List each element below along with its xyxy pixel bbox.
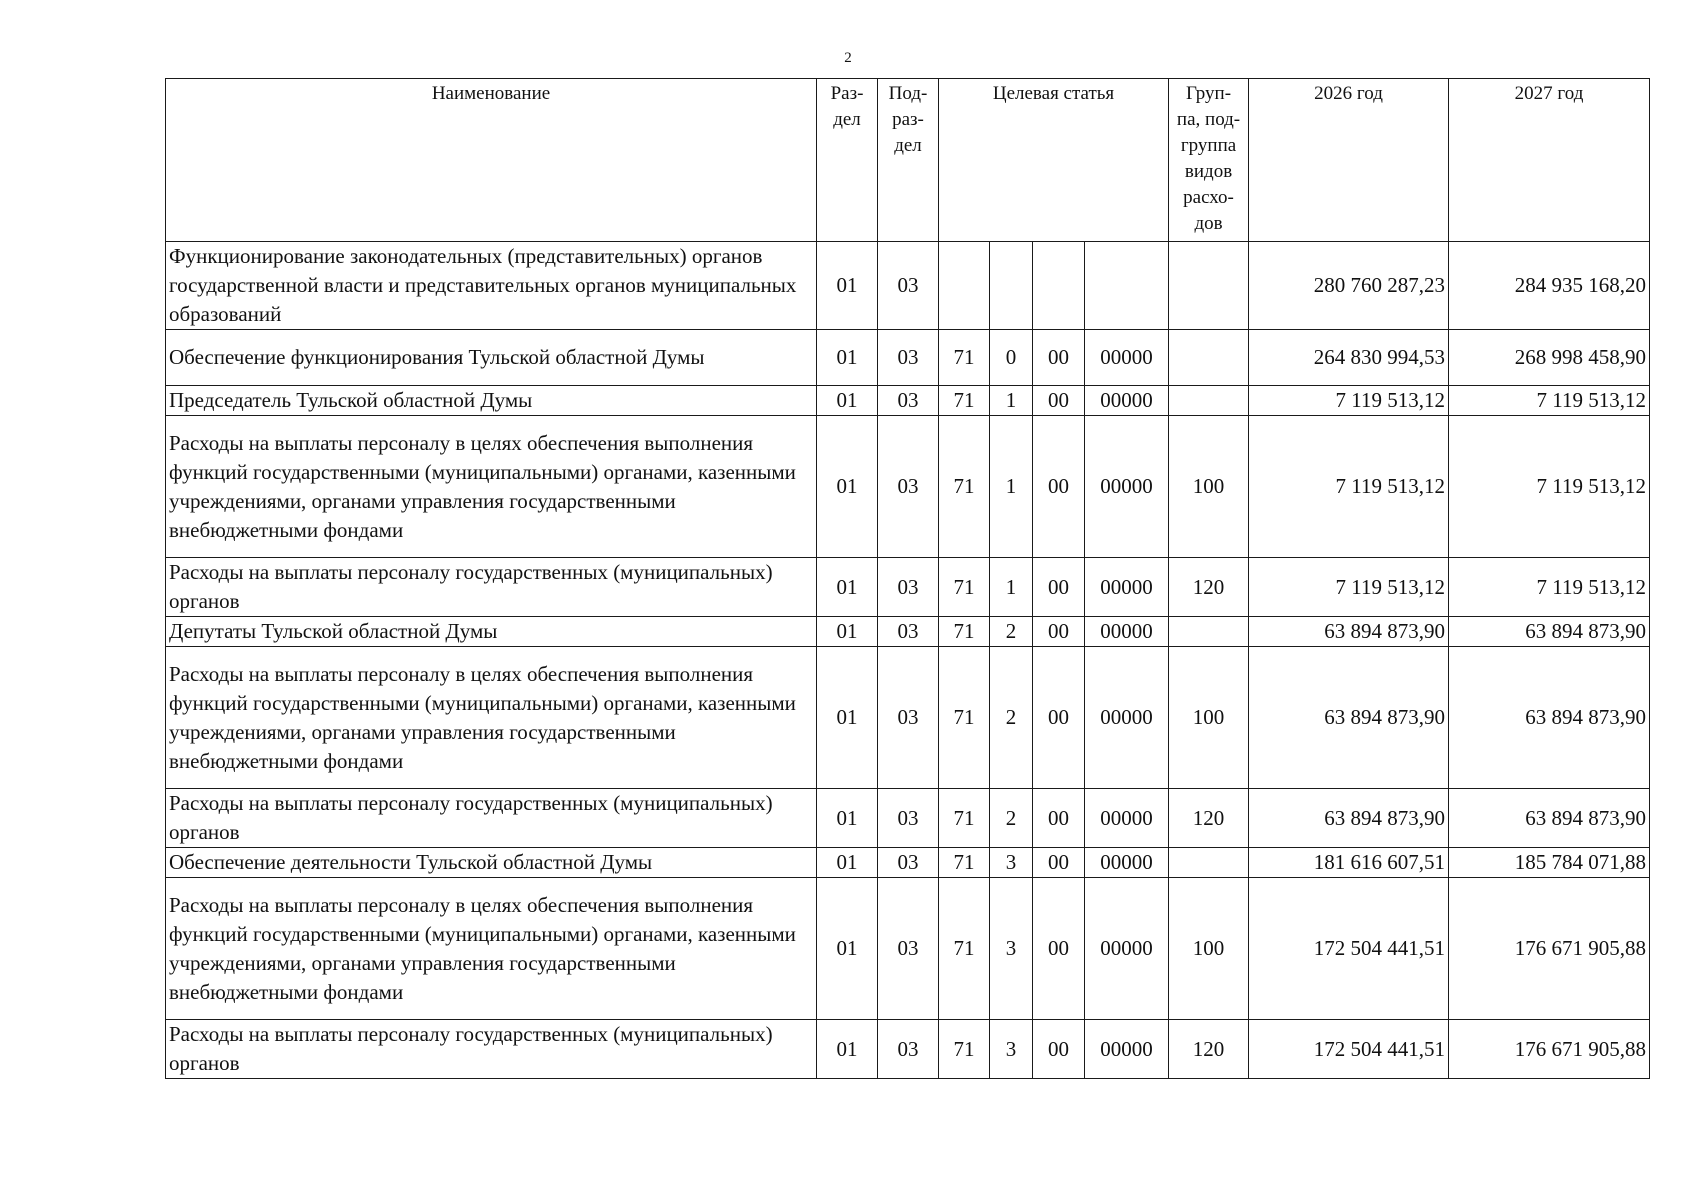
row-target-program: 71 xyxy=(939,647,990,789)
row-target-subprogram: 1 xyxy=(990,386,1033,416)
row-razdel: 01 xyxy=(817,242,878,330)
row-target-subprogram: 1 xyxy=(990,558,1033,617)
row-amount-2027: 185 784 071,88 xyxy=(1449,848,1650,878)
table-row xyxy=(166,878,1650,1020)
row-name: Расходы на выплаты персоналу в целях обеспечения выполнения функций государственными (муниципальными) органами, казенными учреждениями, органами управления государственными внебюджетными фондами xyxy=(166,647,817,789)
row-target-subprogram: 2 xyxy=(990,617,1033,647)
row-razdel: 01 xyxy=(817,789,878,848)
row-name: Расходы на выплаты персоналу в целях обеспечения выполнения функций государственными (муниципальными) органами, казенными учреждениями, органами управления государственными внебюджетными фондами xyxy=(166,878,817,1020)
row-razdel: 01 xyxy=(817,848,878,878)
row-target-code: 00000 xyxy=(1085,386,1169,416)
row-podrazdel: 03 xyxy=(878,848,939,878)
row-podrazdel: 03 xyxy=(878,416,939,558)
row-amount-2027: 176 671 905,88 xyxy=(1449,1020,1650,1079)
row-podrazdel: 03 xyxy=(878,386,939,416)
table-row xyxy=(166,1020,1650,1079)
table-row xyxy=(166,558,1650,617)
row-razdel: 01 xyxy=(817,330,878,386)
row-amount-2027: 176 671 905,88 xyxy=(1449,878,1650,1020)
row-target-program: 71 xyxy=(939,848,990,878)
row-amount-2027: 7 119 513,12 xyxy=(1449,558,1650,617)
table-header-row xyxy=(166,79,1650,242)
row-name: Расходы на выплаты персоналу в целях обеспечения выполнения функций государственными (муниципальными) органами, казенными учреждениями, органами управления государственными внебюджетными фондами xyxy=(166,416,817,558)
row-podrazdel: 03 xyxy=(878,617,939,647)
row-razdel: 01 xyxy=(817,416,878,558)
row-expense-group: 120 xyxy=(1169,1020,1249,1079)
row-razdel: 01 xyxy=(817,878,878,1020)
row-podrazdel: 03 xyxy=(878,789,939,848)
row-amount-2026: 280 760 287,23 xyxy=(1249,242,1449,330)
row-target-program: 71 xyxy=(939,416,990,558)
row-target-subprogram: 3 xyxy=(990,848,1033,878)
row-amount-2027: 63 894 873,90 xyxy=(1449,617,1650,647)
row-target-code: 00000 xyxy=(1085,617,1169,647)
row-amount-2026: 264 830 994,53 xyxy=(1249,330,1449,386)
row-name: Председатель Тульской областной Думы xyxy=(166,386,817,416)
row-target-program: 71 xyxy=(939,386,990,416)
row-target-code: 00000 xyxy=(1085,558,1169,617)
row-target-direction: 00 xyxy=(1033,330,1085,386)
row-podrazdel: 03 xyxy=(878,330,939,386)
row-amount-2026: 172 504 441,51 xyxy=(1249,878,1449,1020)
table-row xyxy=(166,848,1650,878)
row-target-direction: 00 xyxy=(1033,1020,1085,1079)
row-target-program: 71 xyxy=(939,789,990,848)
row-amount-2026: 7 119 513,12 xyxy=(1249,386,1449,416)
row-amount-2026: 7 119 513,12 xyxy=(1249,416,1449,558)
table-row xyxy=(166,416,1650,558)
row-amount-2027: 268 998 458,90 xyxy=(1449,330,1650,386)
row-podrazdel: 03 xyxy=(878,558,939,617)
table-row xyxy=(166,242,1650,330)
row-amount-2026: 63 894 873,90 xyxy=(1249,617,1449,647)
page-number: 2 xyxy=(844,50,852,66)
row-podrazdel: 03 xyxy=(878,1020,939,1079)
row-expense-group xyxy=(1169,386,1249,416)
header-podrazdel: Под- раз- дел xyxy=(878,79,939,242)
row-target-direction: 00 xyxy=(1033,617,1085,647)
row-target-subprogram: 2 xyxy=(990,647,1033,789)
row-target-direction: 00 xyxy=(1033,647,1085,789)
row-target-subprogram: 2 xyxy=(990,789,1033,848)
row-amount-2027: 7 119 513,12 xyxy=(1449,416,1650,558)
row-target-code: 00000 xyxy=(1085,878,1169,1020)
row-name: Расходы на выплаты персоналу государственных (муниципальных) органов xyxy=(166,789,817,848)
row-name: Обеспечение функционирования Тульской областной Думы xyxy=(166,330,817,386)
row-expense-group: 100 xyxy=(1169,878,1249,1020)
row-expense-group: 120 xyxy=(1169,789,1249,848)
row-target-direction: 00 xyxy=(1033,878,1085,1020)
row-name: Депутаты Тульской областной Думы xyxy=(166,617,817,647)
row-target-direction: 00 xyxy=(1033,848,1085,878)
row-target-direction xyxy=(1033,242,1085,330)
table-row xyxy=(166,647,1650,789)
row-amount-2027: 7 119 513,12 xyxy=(1449,386,1650,416)
row-expense-group: 100 xyxy=(1169,416,1249,558)
header-name: Наименование xyxy=(166,79,817,242)
row-amount-2026: 172 504 441,51 xyxy=(1249,1020,1449,1079)
row-target-code: 00000 xyxy=(1085,1020,1169,1079)
row-target-subprogram: 1 xyxy=(990,416,1033,558)
budget-table xyxy=(165,78,1650,1079)
row-target-program: 71 xyxy=(939,878,990,1020)
row-razdel: 01 xyxy=(817,386,878,416)
row-amount-2026: 181 616 607,51 xyxy=(1249,848,1449,878)
row-razdel: 01 xyxy=(817,647,878,789)
row-target-program: 71 xyxy=(939,617,990,647)
row-target-program: 71 xyxy=(939,330,990,386)
header-target-article: Целевая статья xyxy=(939,79,1169,242)
row-amount-2027: 63 894 873,90 xyxy=(1449,647,1650,789)
row-expense-group: 120 xyxy=(1169,558,1249,617)
table-row xyxy=(166,386,1650,416)
row-name: Обеспечение деятельности Тульской областной Думы xyxy=(166,848,817,878)
row-name: Расходы на выплаты персоналу государственных (муниципальных) органов xyxy=(166,1020,817,1079)
row-target-program: 71 xyxy=(939,558,990,617)
row-amount-2026: 63 894 873,90 xyxy=(1249,647,1449,789)
row-target-direction: 00 xyxy=(1033,416,1085,558)
row-amount-2027: 63 894 873,90 xyxy=(1449,789,1650,848)
header-year-2026: 2026 год xyxy=(1249,79,1449,242)
header-razdel: Раз- дел xyxy=(817,79,878,242)
row-podrazdel: 03 xyxy=(878,647,939,789)
row-amount-2026: 63 894 873,90 xyxy=(1249,789,1449,848)
row-razdel: 01 xyxy=(817,558,878,617)
row-target-code: 00000 xyxy=(1085,416,1169,558)
row-amount-2027: 284 935 168,20 xyxy=(1449,242,1650,330)
header-year-2027: 2027 год xyxy=(1449,79,1650,242)
row-podrazdel: 03 xyxy=(878,878,939,1020)
table-body xyxy=(166,242,1650,1079)
table-row xyxy=(166,330,1650,386)
row-target-code: 00000 xyxy=(1085,647,1169,789)
row-target-code: 00000 xyxy=(1085,330,1169,386)
row-target-subprogram: 3 xyxy=(990,878,1033,1020)
row-expense-group xyxy=(1169,330,1249,386)
row-expense-group xyxy=(1169,242,1249,330)
row-target-code: 00000 xyxy=(1085,789,1169,848)
row-target-code: 00000 xyxy=(1085,848,1169,878)
row-target-program: 71 xyxy=(939,1020,990,1079)
row-target-subprogram: 3 xyxy=(990,1020,1033,1079)
row-target-subprogram: 0 xyxy=(990,330,1033,386)
row-target-code xyxy=(1085,242,1169,330)
row-target-subprogram xyxy=(990,242,1033,330)
row-target-direction: 00 xyxy=(1033,558,1085,617)
row-expense-group xyxy=(1169,617,1249,647)
table-row xyxy=(166,617,1650,647)
row-name: Функционирование законодательных (представительных) органов государственной власти и представительных органов муниципальных образований xyxy=(166,242,817,330)
row-target-direction: 00 xyxy=(1033,386,1085,416)
row-razdel: 01 xyxy=(817,1020,878,1079)
table-row xyxy=(166,789,1650,848)
row-expense-group: 100 xyxy=(1169,647,1249,789)
header-expense-group: Груп- па, под- группа видов расхо- дов xyxy=(1169,79,1249,242)
row-name: Расходы на выплаты персоналу государственных (муниципальных) органов xyxy=(166,558,817,617)
row-podrazdel: 03 xyxy=(878,242,939,330)
row-target-program xyxy=(939,242,990,330)
row-expense-group xyxy=(1169,848,1249,878)
row-amount-2026: 7 119 513,12 xyxy=(1249,558,1449,617)
row-target-direction: 00 xyxy=(1033,789,1085,848)
row-razdel: 01 xyxy=(817,617,878,647)
